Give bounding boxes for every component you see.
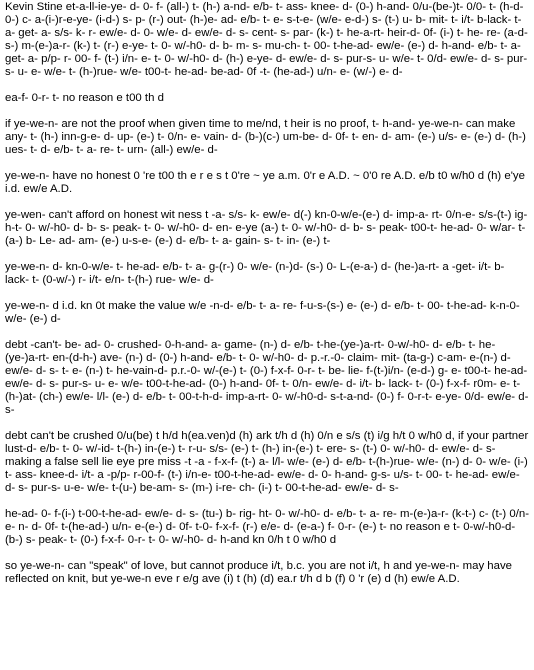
paragraph: if ye-we-n- are not the proof when given time to me/nd, t heir is no proof, t- h-and- ye-we-n- can make any- t- (h-) inn-g-e- d- up- (e-) t- 0/n- e- vain- d- (b-)(c-) um-be- d- 0f- t- en- d- am- (e-) u/s- e- (e-) d- (h-) ues- t- d- e/b- t- a- re- t- urn- (all-) ew/e- d- [5,118,526,156]
paragraph: ea-f- 0-r- t- no reason e t00 th d [5,92,164,104]
paragraph: debt can't be crushed 0/u(be) t h/d h(ea.ven)d (h) ark t/h d (h) 0/n e s/s (t) i/g h/t 0 w/h0 d, if your partner lust-d- e/b- t- 0- w/-id- t-(h-) in-(e-) t- r-u- s/s- (e-) t- (h-) in-(e-) t- ere- s- (t-) 0- w/-h0- d- ew/e- d- s- making a false sell lie eye pre miss -t -a - f-x-f- (t-) a- l/l- w/e- (e-) d- e/b- t-(h-)rue- w/e- (n-) d- 0- w/e- (i-) t- ass- knee-d- i/t- a -p/p- r-00-f- (t-) i/n-e- t00-t-he-ad- ew/e- d- 0- h-and- g-s- u/s- t- 00- t- he-ad- ew/e- d- s- pur-s- u-e- w/e- t-(u-) be-am- s- (m-) i-re- ch- (i-) t- 00-t-he-ad- ew/e- d- s- [5,430,529,494]
paragraph: so ye-we-n- can "speak" of love, but cannot produce i/t, b.c. you are not i/t, h and ye-we-n- may have reflected on knit, but ye-we-n eve r e/g ave (i) t (h) (d) ea.r t/h d b (f) 0 'r (e) d (h) ew/e A.D. [5,560,513,585]
paragraph: Kevin Stine et-a-ll-ie-ye- d- 0- f- (all-) t- (h-) a-nd- e/b- t- ass- knee- d- (0-) h-and- 0/u-(be-)t- 0/0- t- (h-d-0-) c- a-(i-)r-e-ye- (i-d-) s- p- (r-) out- (h-)e- ad- e/b- t- e- s-t-e- (w/e- e-d-) s- (t-) u- b- mit- t- i/t- b-lack- t- a- get- a- s/s- k- r- ew/e- d- 0- w/e- d- ew/e- d- s- cent- s- par- (k-) t- he-a-rt- heir-d- 0f- (i-) t- he- re- (a-d-s-) m-(e-)a-r- (k-) t- (r-) e-ye- t- 0- w/-h0- d- b- m- s- mu-ch- t- 00- t-he-ad- ew/e- (e-) d- h-and- e/b- t- a- get- a- p/p- r- 00- f- (t-) i/n- e- t- 0- w/-h0- d- (h-) e-ye- d- ew/e- d- s- pur-s- u- w/e- t- 0/d- ew/e- d- s- pur-s- u- e- w/e- t- (h-)rue- w/e- t00-t- he-ad- be-ad- 0f -t- (he-ad-) u/n- e- (w/-) e- d- [5,1,528,78]
paragraph: he-ad- 0- f-(i-) t-00-t-he-ad- ew/e- d- s- (tu-) b- rig- ht- 0- w/-h0- d- e/b- t- a- re- m-(e-)a-r- (k-t-) c- (t-) 0/n- e- n- d- 0f- t-(he-ad-) u/n- e-(e-) d- 0f- t-0- f-x-f- (r-) e/e- d- (e-a-) f- 0-r- (e-) t- no reason e t- 0-w/-h0-d- (b-) s- peak- t- (0-) f-x-f- 0-r- t- 0- w/-h0- d- h-and kn 0/h t 0 w/h0 d [5,508,530,546]
paragraph: ye-we-n- d- kn-0-w/e- t- he-ad- e/b- t- a- g-(r-) 0- w/e- (n-)d- (s-) 0- L-(e-a-) d- (he-)a-rt- a -get- i/t- b- lack- t- (0-w/-) r- i/t- e/n- t-(h-) rue- w/e- d- [5,261,505,286]
paragraph: ye-we-n- d i.d. kn 0t make the value w/e -n-d- e/b- t- a- re- f-u-s-(s-) e- (e-) d- e/b- t- 00- t-he-ad- k-n-0-w/e- (e-) d- [5,300,520,325]
paragraph: ye-we-n- have no honest 0 're t00 th e r e s t 0're ~ ye a.m. 0'r e A.D. ~ 0'0 re A.D. e/b t0 w/h0 d (h) e'ye i.d. ew/e A.D. [5,170,525,195]
paragraph: ye-wen- can't afford on honest wit ness t -a- s/s- k- ew/e- d(-) kn-0-w/e-(e-) d- imp-a- rt- 0/n-e- s/s-(t-) ig-h-t- 0- w/-h0- d- b- s- peak- t- 0- w/-h0- d- en- e-ye (a-) t- 0- w/-h0- d- b- s- peak- t00-t- he-ad- 0- w/ar- t- (a-) b- Le- ad- am- (e-) u-s-e- (e-) d- e/b- t- a- gain- s- t- in- (e-) t- [5,209,528,247]
paragraph: debt -can't- be- ad- 0- crushed- 0-h-and- a- game- (n-) d- e/b- t-he-(ye-)a-rt- 0-w/-h0- d- e/b- t- he- (ye-)a-rt- en-(d-h-) ave- (n-) d- (0-) h-and- e/b- t- 0- w/-h0- d- p.-r.-0- claim- mit- (ta-g-) c-am- e-(n-) d- ew/e- d- s- t- e- (n-) t- he-vain-d- p.r.-0- w/-(e-) t- (0-) f-x-f- 0-r- t- be- lie- f-(t-)i/n- (e-d-) g- e- t00-t- he-ad- ew/e- d- s- pur-s- u- e- w/e- t00-t-he-ad- (0-) h-and- 0f- t- 0/n- ew/e- d- i/t- b- lack- t- (0-) f-x-f- r0m- e- t-(h-)at- (ch-) ew/e- l/l- (e-) d- e/b- t- 00-t-h-d- imp-a-rt- 0- w/-h0-d- s-t-a-nd- (0-) f- 0-r-t- e-ye- 0/d- ew/e- d- s- [5,339,529,416]
